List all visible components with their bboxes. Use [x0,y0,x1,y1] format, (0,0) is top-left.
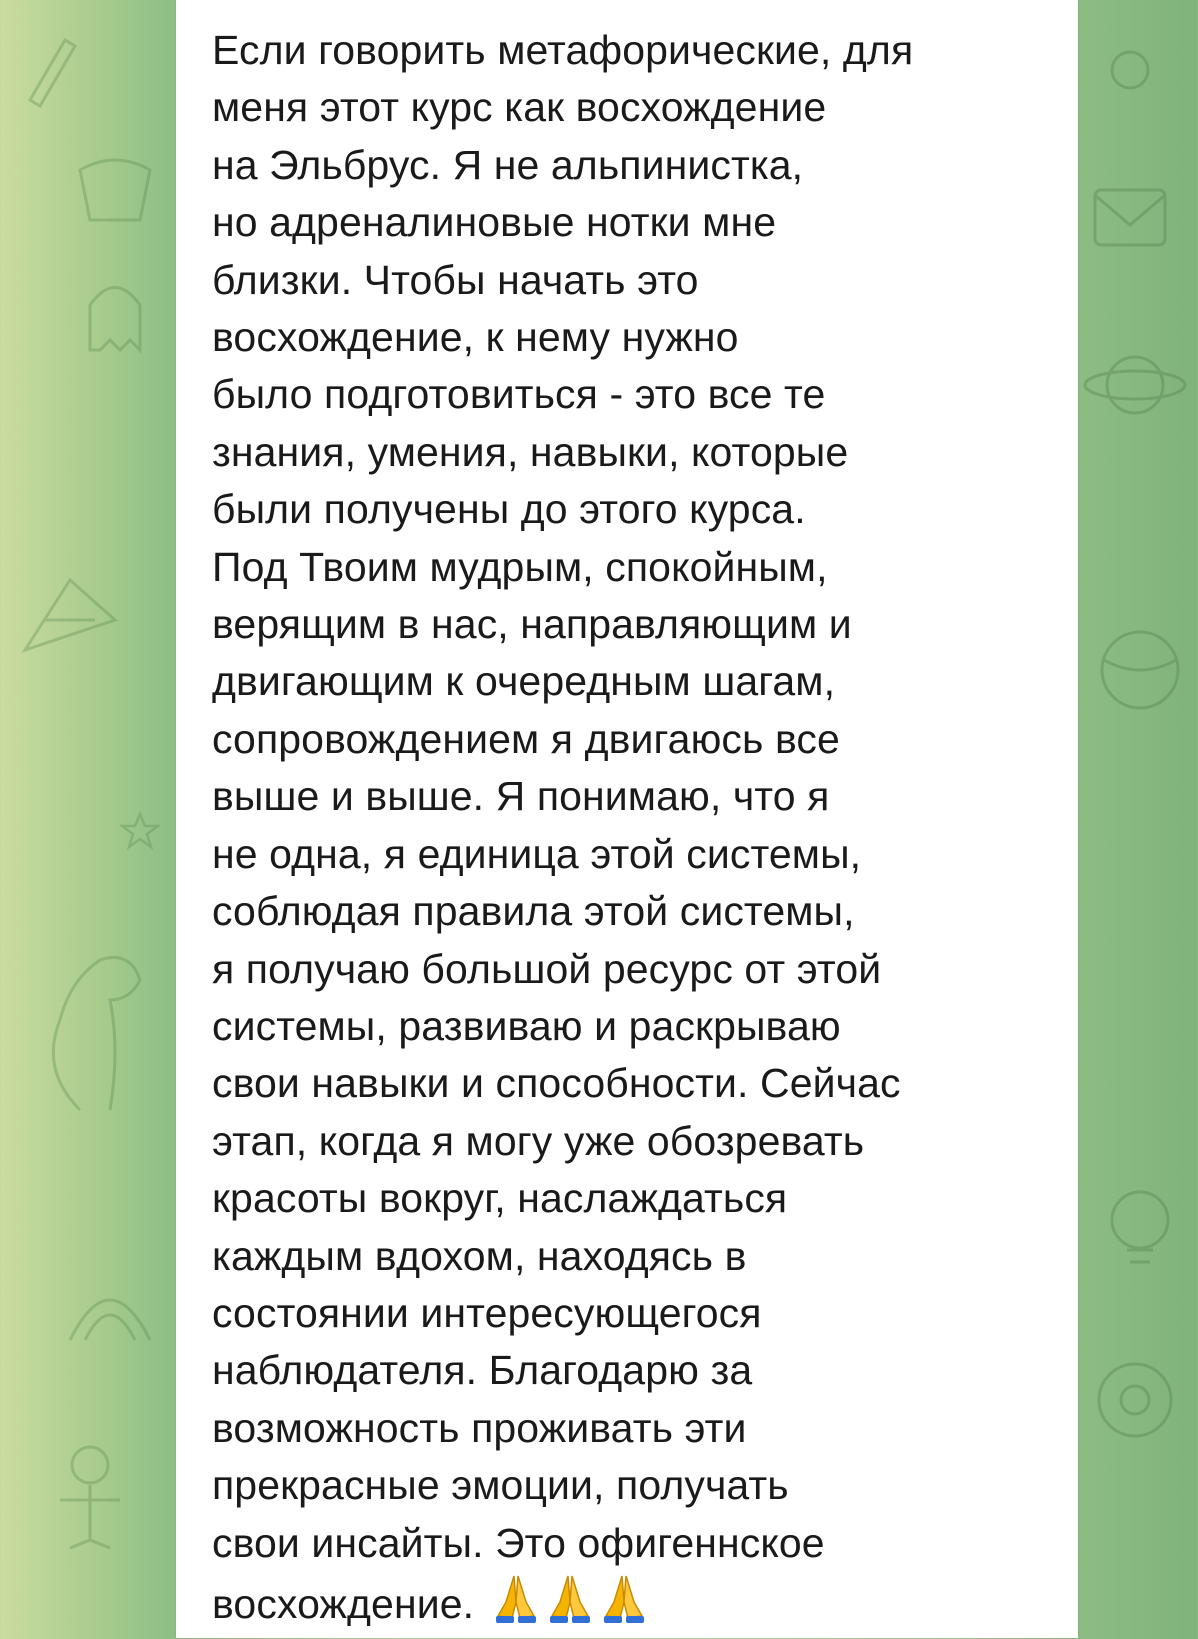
doodle-rainbow-icon [60,1270,160,1350]
message-bubble[interactable] [176,0,1078,1638]
doodle-dino-icon [20,920,160,1120]
doodle-star-icon [120,810,160,850]
doodle-letter-icon [1085,170,1175,260]
doodle-pencil-icon [20,30,80,110]
doodle-bulb-icon [1095,1180,1185,1290]
doodle-gingerbread-icon [40,1440,140,1550]
doodle-cake-icon [15,560,125,670]
doodle-circle-icon [1100,40,1160,100]
doodle-billiard-icon [1085,1350,1185,1450]
doodle-ghost-icon [80,270,150,360]
folded-hands-icon [600,1572,648,1639]
message-text [212,22,1078,1639]
folded-hands-icon [546,1572,594,1639]
message-body: Если говорить метафорические, для меня этот курс как восхождение на Эльбрус. Я не альпинистка, но адреналиновые нотки мне близки. Чтобы начать это восхождение, к нему нужно было подготовиться - это все те знания, умения, навыки, которые были получены до этого курса. Под Твоим мудрым, спокойным, верящим в нас, направляющим и двигающим к очередным шагам, сопровождением я двигаюсь все выше и выше. Я понимаю, что я не одна, я единица этой системы, соблюдая правила этой системы, я получаю большой ресурс от этой системы, развиваю и раскрываю свои навыки и способности. Сейчас этап, когда я могу уже обозревать красоты вокруг, наслаждаться каждым вдохом, находясь в состоянии интересующегося наблюдателя. Благодарю за возможность проживать эти прекрасные эмоции, получать свои инсайты. Это офигеннское восхождение. [212,27,914,1627]
doodle-ball-icon [1090,620,1190,720]
doodle-cup-icon [70,150,160,230]
folded-hands-icon [492,1572,540,1639]
doodle-planet-icon [1080,330,1190,440]
